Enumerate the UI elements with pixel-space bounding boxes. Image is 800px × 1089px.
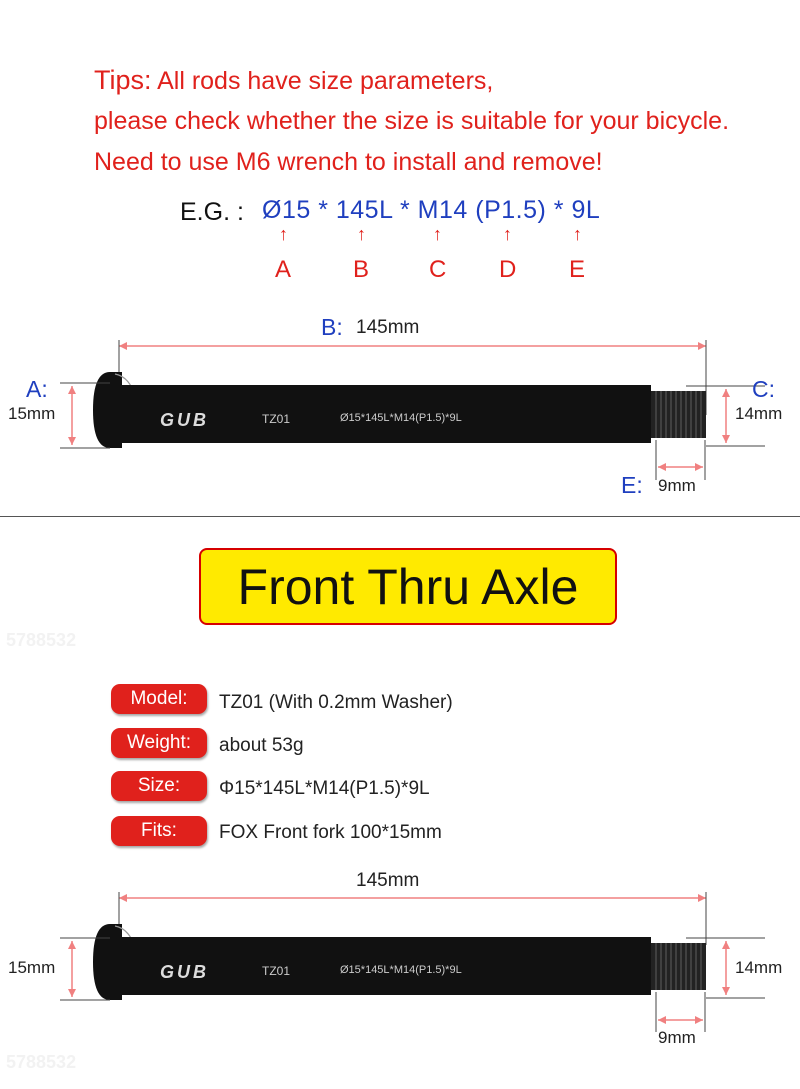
tips-line-3: Need to use M6 wrench to install and remove! [94, 148, 603, 176]
spec-mark: Ø15*145L*M14(P1.5)*9L [340, 412, 462, 424]
brand-logo-2: GUB [160, 962, 209, 982]
spec-label-size: Size: [111, 771, 207, 801]
diameter-label: 15mm [8, 404, 56, 423]
tips-line-1 [94, 66, 493, 95]
axle-diagram-bottom [0, 860, 800, 1070]
letter-d: D [499, 256, 517, 283]
thread-length-label-2: 9mm [658, 1028, 696, 1047]
diameter-label-2: 15mm [8, 958, 56, 977]
arrow-d-icon: ↑ [503, 224, 512, 244]
spec-label-weight: Weight: [111, 728, 207, 758]
spec-value-weight: about 53g [219, 735, 304, 756]
thread-label-2: 14mm [735, 958, 783, 977]
tips-line-2: please check whether the size is suitable for your bicycle. [94, 107, 730, 135]
thread-label: 14mm [735, 404, 783, 423]
thread-length-label: 9mm [658, 476, 696, 495]
e-label: E: [621, 472, 643, 498]
tips-label: Tips: [94, 65, 152, 95]
axle-diagram-top [0, 300, 800, 510]
model-mark: TZ01 [262, 412, 291, 426]
example-label: E.G. : [180, 198, 244, 226]
arrow-b-icon: ↑ [357, 224, 366, 244]
arrow-e-icon: ↑ [573, 224, 582, 244]
watermark-2: 5788532 [6, 1052, 77, 1072]
brand-logo: GUB [160, 410, 209, 430]
product-title-banner: Front Thru Axle [199, 548, 617, 625]
spec-value-fits: FOX Front fork 100*15mm [219, 822, 442, 843]
length-label-2: 145mm [356, 870, 420, 891]
b-label: B: [321, 314, 343, 340]
spec-label-fits: Fits: [111, 816, 207, 846]
tips-text-1: All rods have size parameters, [157, 67, 494, 95]
a-label: A: [26, 376, 48, 402]
spec-value-model: TZ01 (With 0.2mm Washer) [219, 692, 453, 713]
example-formula: Ø15 * 145L * M14 (P1.5) * 9L [262, 196, 601, 224]
spec-value-size: Φ15*145L*M14(P1.5)*9L [219, 778, 430, 799]
letter-b: B [353, 256, 370, 283]
c-label: C: [752, 376, 775, 402]
section-divider [0, 516, 800, 517]
letter-e: E [569, 256, 586, 283]
spec-mark-2: Ø15*145L*M14(P1.5)*9L [340, 964, 462, 976]
letter-c: C [429, 256, 447, 283]
spec-label-model: Model: [111, 684, 207, 714]
watermark-1: 5788532 [6, 630, 77, 650]
arrow-a-icon: ↑ [279, 224, 288, 244]
length-label: 145mm [356, 317, 420, 338]
arrow-c-icon: ↑ [433, 224, 442, 244]
model-mark-2: TZ01 [262, 964, 291, 978]
letter-a: A [275, 256, 292, 283]
